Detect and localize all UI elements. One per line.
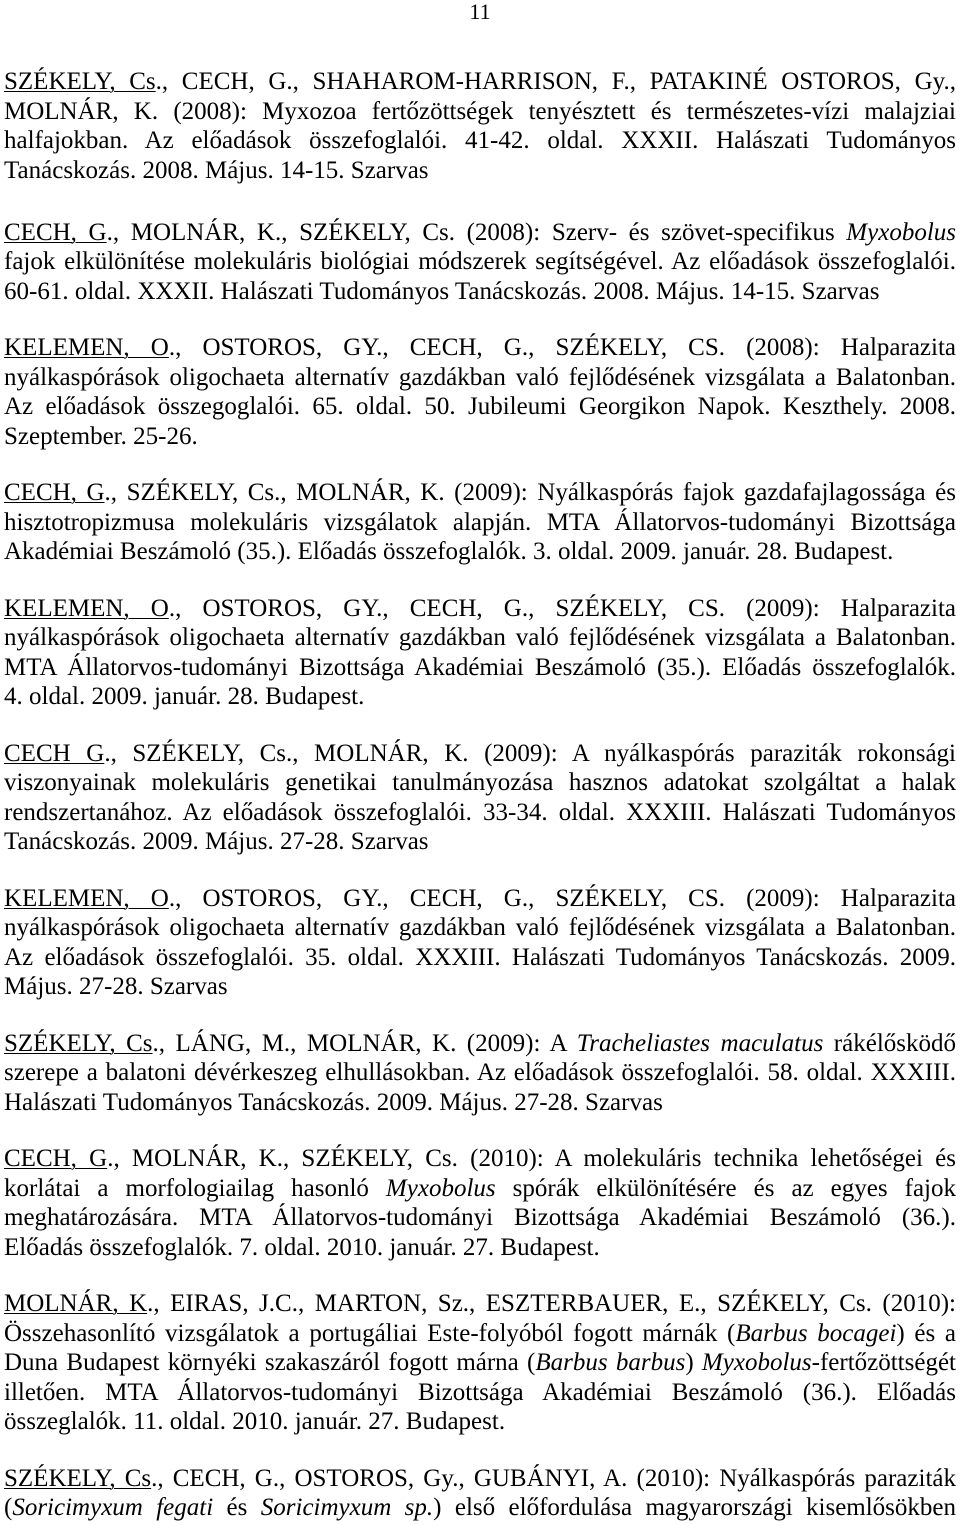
reference-text: fajok elkülönítése molekuláris biológiai módszerek segítségével. Az előadások összefoglalói. [4,248,956,275]
reference-line [4,126,956,156]
reference-text: szerepe a balatoni dévérkeszeg elhullásokban. Az előadások összefoglalói. 58. oldal. XXXIII. [4,1059,956,1086]
reference-line [4,798,956,828]
first-author: CECH, G [4,479,105,506]
reference-line [4,1233,956,1263]
reference-line [4,653,956,683]
reference-entry [4,594,956,712]
first-author: KELEMEN, O [4,884,169,912]
reference-text: spórák elkülönítésére és az egyes fajok [495,1174,956,1202]
reference-text: Az előadások összegoglalói. 65. oldal. 50. Jubileumi Georgikon Napok. Keszthely. 2008. [4,393,956,420]
reference-text: 4. oldal. 2009. január. 28. Budapest. [4,683,365,710]
reference-text: Az előadások összefoglalói. 35. oldal. XXXIII. Halászati Tudományos Tanácskozás. 2009. [4,943,956,971]
taxon-name: Myxobolus [846,218,956,246]
taxon-name: Barbus barbus [535,1349,686,1376]
reference-text: ) [685,1349,702,1376]
reference-line [4,1174,956,1204]
reference-text: illetően. MTA Állatorvos-tudományi Bizottsága Akadémiai Beszámoló (36.). Előadás [4,1378,956,1406]
reference-line [4,1203,956,1233]
reference-line [4,913,956,943]
reference-line [4,1058,956,1088]
reference-text: MOLNÁR, K. (2008): Myxozoa fertőzöttségek tenyésztett és természetes-vízi malajziai [4,97,956,125]
reference-line [4,392,956,422]
reference-entry [4,1289,956,1437]
reference-line [4,478,956,508]
reference-text: Duna Budapest környéki szakaszáról fogott márna ( [4,1349,536,1376]
reference-line [4,768,956,798]
reference-entry [4,333,956,451]
first-author: CECH, G [4,218,107,246]
reference-text: összeglalók. 11. oldal. 2010. január. 27. Budapest. [4,1408,506,1435]
reference-text: Tanácskozás. 2009. Május. 27-28. Szarvas [4,828,429,855]
reference-text: ., SZÉKELY, Cs., MOLNÁR, K. (2009): A nyálkaspórás paraziták rokonsági [104,739,956,767]
taxon-name: Myxobolus [385,1174,496,1202]
reference-line [4,156,956,186]
reference-text: ., CECH, G., SHAHAROM-HARRISON, F., PATAKINÉ OSTOROS, Gy., [155,68,956,95]
reference-text: nyálkaspórások oligochaeta alternatív gazdákban való fejlődésének vizsgálata a Balatonban. [4,624,956,651]
reference-text: Tanácskozás. 2008. Május. 14-15. Szarvas [4,156,429,184]
reference-text: Szeptember. 25-26. [4,422,198,450]
reference-line [4,1088,956,1118]
reference-line [4,594,956,624]
first-author: CECH G [4,739,105,767]
reference-text: ., SZÉKELY, Cs., MOLNÁR, K. (2009): Nyálkaspórás fajok gazdafajlagossága és [104,479,957,506]
reference-text: ., MOLNÁR, K., SZÉKELY, Cs. (2008): Szerv- és szövet-specifikus [106,218,847,246]
taxon-name: Soricimyxum fegati [12,1494,214,1521]
reference-text: viszonyainak molekuláris genetikai tanulmányozása hasznos adatokat szolgáltat a halak [4,769,956,796]
reference-line [4,1029,956,1059]
reference-entry [4,67,956,185]
reference-line [4,623,956,653]
first-author: CECH, G [4,1145,108,1172]
reference-entry [4,218,956,307]
reference-text: Összehasonlító vizsgálatok a portugáliai Este-folyóból fogott márnák ( [4,1319,736,1347]
reference-line [4,97,956,127]
reference-list [4,67,956,1523]
reference-text: halfajokban. Az előadások összefoglalói. 41-42. oldal. XXXII. Halászati Tudományos [4,127,956,154]
reference-text: rákélősködő [823,1029,957,1057]
reference-line [4,67,956,97]
reference-entry [4,1144,956,1262]
reference-line [4,247,956,277]
reference-entry [4,478,956,567]
taxon-name: Soricimyxum sp. [260,1494,434,1521]
reference-line [4,1319,956,1349]
reference-line [4,277,956,307]
reference-line [4,1348,956,1378]
reference-line [4,1144,956,1174]
reference-text: -fertőzöttségét [811,1349,956,1376]
reference-line [4,884,956,914]
reference-text: Május. 27-28. Szarvas [4,973,228,1000]
reference-text: ., OSTOROS, GY., CECH, G., SZÉKELY, CS. (2008): Halparazita [168,334,956,361]
reference-text: és [213,1494,261,1521]
first-author: SZÉKELY, Cs [4,1029,153,1057]
reference-text: 60-61. oldal. XXXII. Halászati Tudományos Tanácskozás. 2008. Május. 14-15. Szarvas [4,277,880,305]
reference-line [4,1407,956,1437]
reference-text: nyálkaspórások oligochaeta alternatív gazdákban való fejlődésének vizsgálata a Balatonban. [4,363,956,391]
reference-text: ., LÁNG, M., MOLNÁR, K. (2009): A [152,1029,577,1057]
reference-line [4,508,956,538]
reference-line [4,943,956,973]
reference-text: ., OSTOROS, GY., CECH, G., SZÉKELY, CS. (2009): Halparazita [168,594,956,622]
reference-line [4,1493,956,1523]
reference-line [4,972,956,1002]
reference-text: korlátai a morfologiailag hasonló [4,1174,386,1202]
first-author: MOLNÁR, K [4,1290,148,1317]
reference-text: Előadás összefoglalók. 7. oldal. 2010. január. 27. Budapest. [4,1233,600,1261]
reference-line [4,333,956,363]
reference-text: ., OSTOROS, GY., CECH, G., SZÉKELY, CS. (2009): Halparazita [168,884,956,912]
reference-entry [4,1029,956,1118]
reference-line [4,1464,956,1494]
reference-text: Akadémiai Beszámoló (35.). Előadás összefoglalók. 3. oldal. 2009. január. 28. Budapest. [4,538,894,565]
taxon-name: Barbus bocagei [735,1319,897,1347]
reference-text: ., CECH, G., OSTOROS, Gy., GUBÁNYI, A. (2010): Nyálkaspórás paraziták [151,1464,956,1492]
reference-line [4,537,956,567]
taxon-name: Tracheliastes maculatus [576,1029,824,1057]
reference-entry [4,1464,956,1523]
reference-text: hisztotropizmusa molekuláris vizsgálatok alapján. MTA Állatorvos-tudományi Bizottsága [4,508,956,536]
first-author: KELEMEN, O [4,334,169,361]
reference-line [4,827,956,857]
first-author: KELEMEN, O [4,594,169,622]
reference-text: ., MOLNÁR, K., SZÉKELY, Cs. (2010): A molekuláris technika lehetőségei és [107,1145,956,1172]
taxon-name: Myxobolus [701,1349,812,1376]
reference-text: ) és a [896,1319,956,1347]
first-author: SZÉKELY, Cs [4,1464,152,1492]
reference-text: nyálkaspórások oligochaeta alternatív gazdákban való fejlődésének vizsgálata a Balatonban. [4,914,956,941]
reference-text: ( [4,1494,13,1521]
page-number: 11 [469,0,491,24]
reference-text: MTA Állatorvos-tudományi Bizottsága Akadémiai Beszámoló (35.). Előadás összefoglalók. [4,653,956,681]
reference-line [4,218,956,248]
reference-entry [4,884,956,1002]
reference-text: meghatározására. MTA Állatorvos-tudományi Bizottsága Akadémiai Beszámoló (36.). [4,1204,956,1231]
reference-line [4,739,956,769]
reference-line [4,1378,956,1408]
reference-line [4,422,956,452]
reference-line [4,682,956,712]
reference-line [4,363,956,393]
reference-text: rendszertanához. Az előadások összefoglalói. 33-34. oldal. XXXIII. Halászati Tudományos [4,798,956,826]
reference-text: Halászati Tudományos Tanácskozás. 2009. Május. 27-28. Szarvas [4,1088,663,1116]
reference-line [4,1289,956,1319]
first-author: SZÉKELY, Cs [4,68,156,95]
reference-entry [4,739,956,857]
reference-text: ., EIRAS, J.C., MARTON, Sz., ESZTERBAUER, E., SZÉKELY, Cs. (2010): [147,1290,956,1317]
reference-text: ) első előfordulása magyarországi kisemlősökben [433,1494,957,1521]
